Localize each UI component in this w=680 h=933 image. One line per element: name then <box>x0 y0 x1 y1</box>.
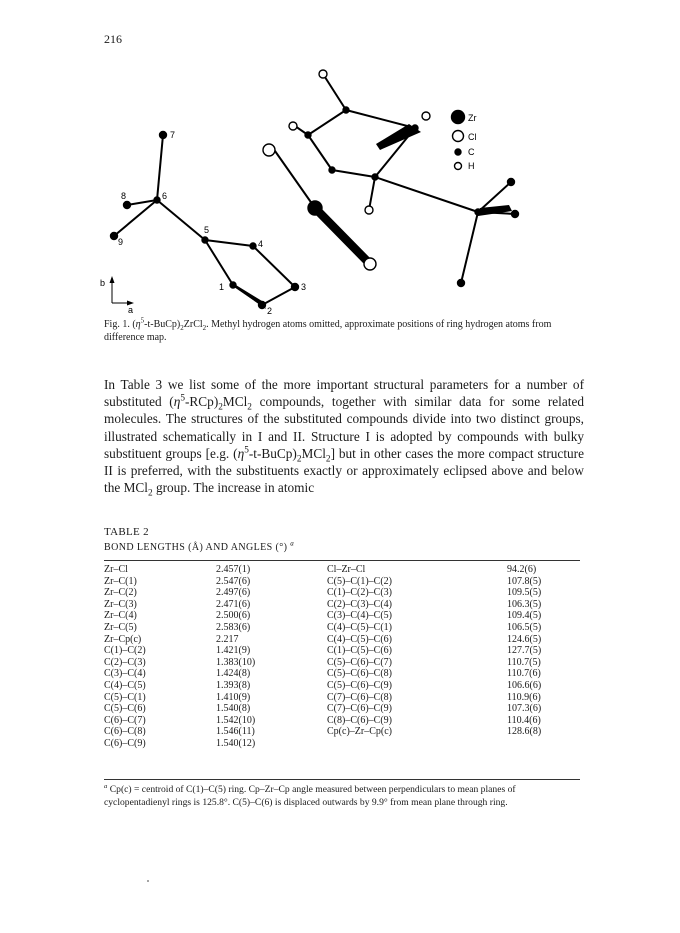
length-cell: 2.217 <box>216 633 239 645</box>
bond-ring-d <box>332 170 375 177</box>
atom-label-6: 6 <box>162 191 168 201</box>
angle-cell: C(4)–C(5)–C(1) <box>327 621 392 633</box>
atom-h3 <box>365 206 373 214</box>
angle-cell: C(7)–C(6)–C(9) <box>327 703 392 715</box>
angle-value-cell: 110.7(5) <box>507 656 541 668</box>
angle-cell: C(5)–C(6)–C(8) <box>327 668 392 680</box>
angle-cell: C(3)–C(4)–C(5) <box>327 610 392 622</box>
bond-ring-h1 <box>323 74 346 110</box>
table-row <box>104 634 580 646</box>
angle-value-cell: 127.7(5) <box>507 645 542 657</box>
atom-c7 <box>160 132 167 139</box>
bond-cell: C(5)–C(1) <box>104 691 146 703</box>
bond-cell: Zr–Cl <box>104 564 128 575</box>
table-bottom-rule <box>104 779 580 780</box>
table-row <box>104 564 580 576</box>
legend-zr-symbol <box>452 111 465 124</box>
atom-label-9: 9 <box>118 237 124 247</box>
angle-value-cell: 110.7(6) <box>507 668 541 680</box>
bond-table <box>104 564 580 750</box>
bond-cell: Zr–C(3) <box>104 598 137 610</box>
length-cell: 1.410(9) <box>216 691 251 703</box>
bond-ring-c <box>308 135 332 170</box>
axis-b-arrow <box>110 276 115 283</box>
angle-value-cell: 94.2(6) <box>507 564 537 575</box>
length-cell: 1.546(11) <box>216 726 255 738</box>
axis-label-b: b <box>100 278 106 288</box>
angle-cell: C(5)–C(1)–C(2) <box>327 575 392 587</box>
angle-cell: C(4)–C(5)–C(6) <box>327 633 392 645</box>
length-cell: 1.393(8) <box>216 679 251 691</box>
atom-c3 <box>292 284 299 291</box>
atom-zr <box>308 201 322 215</box>
atom-rc2 <box>305 132 311 138</box>
bond-cell: C(3)–C(4) <box>104 668 146 680</box>
angle-cell <box>327 738 507 750</box>
length-cell: 1.540(12) <box>216 737 256 749</box>
angle-value-cell: 110.9(6) <box>507 691 541 703</box>
length-cell: 2.500(6) <box>216 610 251 622</box>
bond-tbu-3 <box>461 212 478 283</box>
atom-h2 <box>289 122 297 130</box>
angle-cell: C(1)–C(5)–C(6) <box>327 645 392 657</box>
length-cell: 2.497(6) <box>216 587 251 599</box>
bond-c1-c5 <box>205 240 233 285</box>
bond-cell: Zr–C(1) <box>104 575 137 587</box>
legend-zr-label: Zr <box>468 113 477 123</box>
length-cell: 2.471(6) <box>216 598 251 610</box>
table-row <box>104 715 580 727</box>
angle-cell: C(8)–C(6)–C(9) <box>327 714 392 726</box>
bond-cell: C(6)–C(8) <box>104 726 146 738</box>
bond-cell: C(6)–C(9) <box>104 737 146 749</box>
bond-cell: Zr–C(2) <box>104 587 137 599</box>
length-cell: 2.583(6) <box>216 621 251 633</box>
angle-cell: C(5)–C(6)–C(7) <box>327 656 392 668</box>
table-title: BOND LENGTHS (Å) AND ANGLES (°) $^a$ <box>104 539 295 553</box>
bond-ring-b <box>346 110 415 128</box>
angle-value-cell: 109.4(5) <box>507 610 542 622</box>
bond-cell: Zr–C(4) <box>104 610 137 622</box>
atom-rc5 <box>412 125 418 131</box>
legend-c-symbol <box>455 149 461 155</box>
axis-label-a: a <box>128 305 134 315</box>
angle-value-cell: 106.3(5) <box>507 598 542 610</box>
wedge-zr-cl2 <box>311 206 374 266</box>
legend-cl-label: Cl <box>468 132 477 142</box>
angle-value-cell: 107.3(6) <box>507 703 542 715</box>
table-row <box>104 587 580 599</box>
length-cell: 1.421(9) <box>216 645 251 657</box>
legend-h-symbol <box>455 163 462 170</box>
bond-ring-h3 <box>369 177 375 210</box>
length-cell: 1.383(10) <box>216 656 256 668</box>
bond-cell: C(6)–C(7) <box>104 714 146 726</box>
angle-value-cell: 110.4(6) <box>507 714 541 726</box>
table-row <box>104 703 580 715</box>
bond-c3-c2 <box>262 287 295 305</box>
angle-cell: Cp(c)–Zr–Cp(c) <box>327 726 392 738</box>
atom-cl1 <box>263 144 275 156</box>
bond-cell: Zr–C(5) <box>104 621 137 633</box>
table-row <box>104 610 580 622</box>
bond-c5-c4 <box>205 240 253 246</box>
atom-c4 <box>250 243 256 249</box>
page-number: 216 <box>104 32 122 46</box>
table-row <box>104 668 580 680</box>
atom-rc1 <box>343 107 349 113</box>
angle-value-cell: 106.6(6) <box>507 679 542 691</box>
table-row <box>104 726 580 738</box>
angle-value-cell: 128.6(8) <box>507 726 542 738</box>
bond-zr-cl1 <box>275 151 315 208</box>
table-row <box>104 622 580 634</box>
atom-tbu-c <box>475 209 481 215</box>
bond-cell: C(2)–C(3) <box>104 656 146 668</box>
angle-cell: C(7)–C(6)–C(8) <box>327 691 392 703</box>
molecular-structure-figure <box>95 58 525 316</box>
atom-label-4: 4 <box>258 239 264 249</box>
bond-ring-a <box>308 110 346 135</box>
figure-caption: Fig. 1. $(\eta^5-t-BuCp)_2ZrCl_2$. Methyl hydrogen atoms omitted, approximate positions of ring hydrogen atoms from difference map. <box>104 316 552 343</box>
bond-c6-c5 <box>157 200 205 240</box>
atom-cl2 <box>364 258 376 270</box>
atom-label-7: 7 <box>170 130 176 140</box>
bond-cell: C(1)–C(2) <box>104 645 146 657</box>
legend-h-label: H <box>468 161 475 171</box>
atom-c6 <box>154 197 160 203</box>
angle-cell: C(2)–C(3)–C(4) <box>327 598 392 610</box>
atom-tbu-2 <box>512 211 519 218</box>
bond-cell: C(5)–C(6) <box>104 703 146 715</box>
table-row <box>104 692 580 704</box>
atom-c2 <box>259 302 266 309</box>
bond-c4-c3 <box>253 246 295 287</box>
atom-tbu-1 <box>508 179 515 186</box>
table-row <box>104 599 580 611</box>
atom-label-8: 8 <box>121 191 127 201</box>
angle-value-cell: 106.5(5) <box>507 621 542 633</box>
length-cell: 2.457(1) <box>216 564 251 575</box>
atom-label-1: 1 <box>219 282 225 292</box>
table-footnote: $^a$ Cp(c) = centroid of C(1)–C(5) ring. Cp–Zr–Cp angle measured between perpendiculars to mean planes of cyclopentadienyl rings is 125.8°. C(5)–C(6) is displaced outwards by 9.9° from mean plane through ring. <box>104 782 516 808</box>
length-cell: 1.540(8) <box>216 703 251 715</box>
angle-cell: Cl–Zr–Cl <box>327 564 366 575</box>
atom-h4 <box>422 112 430 120</box>
angle-value-cell: 109.5(5) <box>507 587 542 599</box>
length-cell: 2.547(6) <box>216 575 251 587</box>
body-paragraph: In Table 3 we list some of the more important structural parameters for a number of substituted $(\eta^5-RCp)_2MCl_2$ compounds, together with similar data for some related molecules. The structures of the substituted compounds divide into two distinct groups, illustrated schematically in I and II. Structure I is adopted by compounds with bulky substituent groups [e.g. $(\eta^5-t-BuCp)_2MCl_2$] but in other cases the more compact structure II is preferred, with the substituents exactly or approximately eclipsed above and below the MCl$_2$ group. The increase in atomic <box>104 377 584 499</box>
length-cell: 1.424(8) <box>216 668 251 680</box>
legend-c-label: C <box>468 147 475 157</box>
atom-label-3: 3 <box>301 282 307 292</box>
table-top-rule <box>104 560 580 561</box>
length-cell: 1.542(10) <box>216 714 256 726</box>
atom-label-5: 5 <box>204 225 210 235</box>
angle-cell: C(1)–C(2)–C(3) <box>327 587 392 599</box>
bond-c6-c9 <box>114 200 157 236</box>
atom-rc3 <box>329 167 335 173</box>
atom-c1 <box>230 282 236 288</box>
atom-c5 <box>202 237 208 243</box>
legend-cl-symbol <box>453 131 464 142</box>
table-row <box>104 576 580 588</box>
angle-value-cell <box>507 738 580 750</box>
atom-c8 <box>124 202 131 209</box>
atom-c9 <box>111 233 118 240</box>
bond-cell: Zr–Cp(c) <box>104 633 142 645</box>
atom-h1 <box>319 70 327 78</box>
angle-cell: C(5)–C(6)–C(9) <box>327 679 392 691</box>
atom-label-2: 2 <box>267 306 273 316</box>
atom-rc4 <box>372 174 378 180</box>
stray-mark <box>147 880 149 882</box>
angle-value-cell: 124.6(5) <box>507 633 542 645</box>
table-label: TABLE 2 <box>104 526 149 538</box>
atom-tbu-3 <box>458 280 465 287</box>
table-row <box>104 680 580 692</box>
table-row <box>104 657 580 669</box>
bond-cell: C(4)–C(5) <box>104 679 146 691</box>
table-row <box>104 645 580 657</box>
bond-ring-sub <box>375 177 478 212</box>
table-row <box>104 738 580 750</box>
angle-value-cell: 107.8(5) <box>507 575 542 587</box>
